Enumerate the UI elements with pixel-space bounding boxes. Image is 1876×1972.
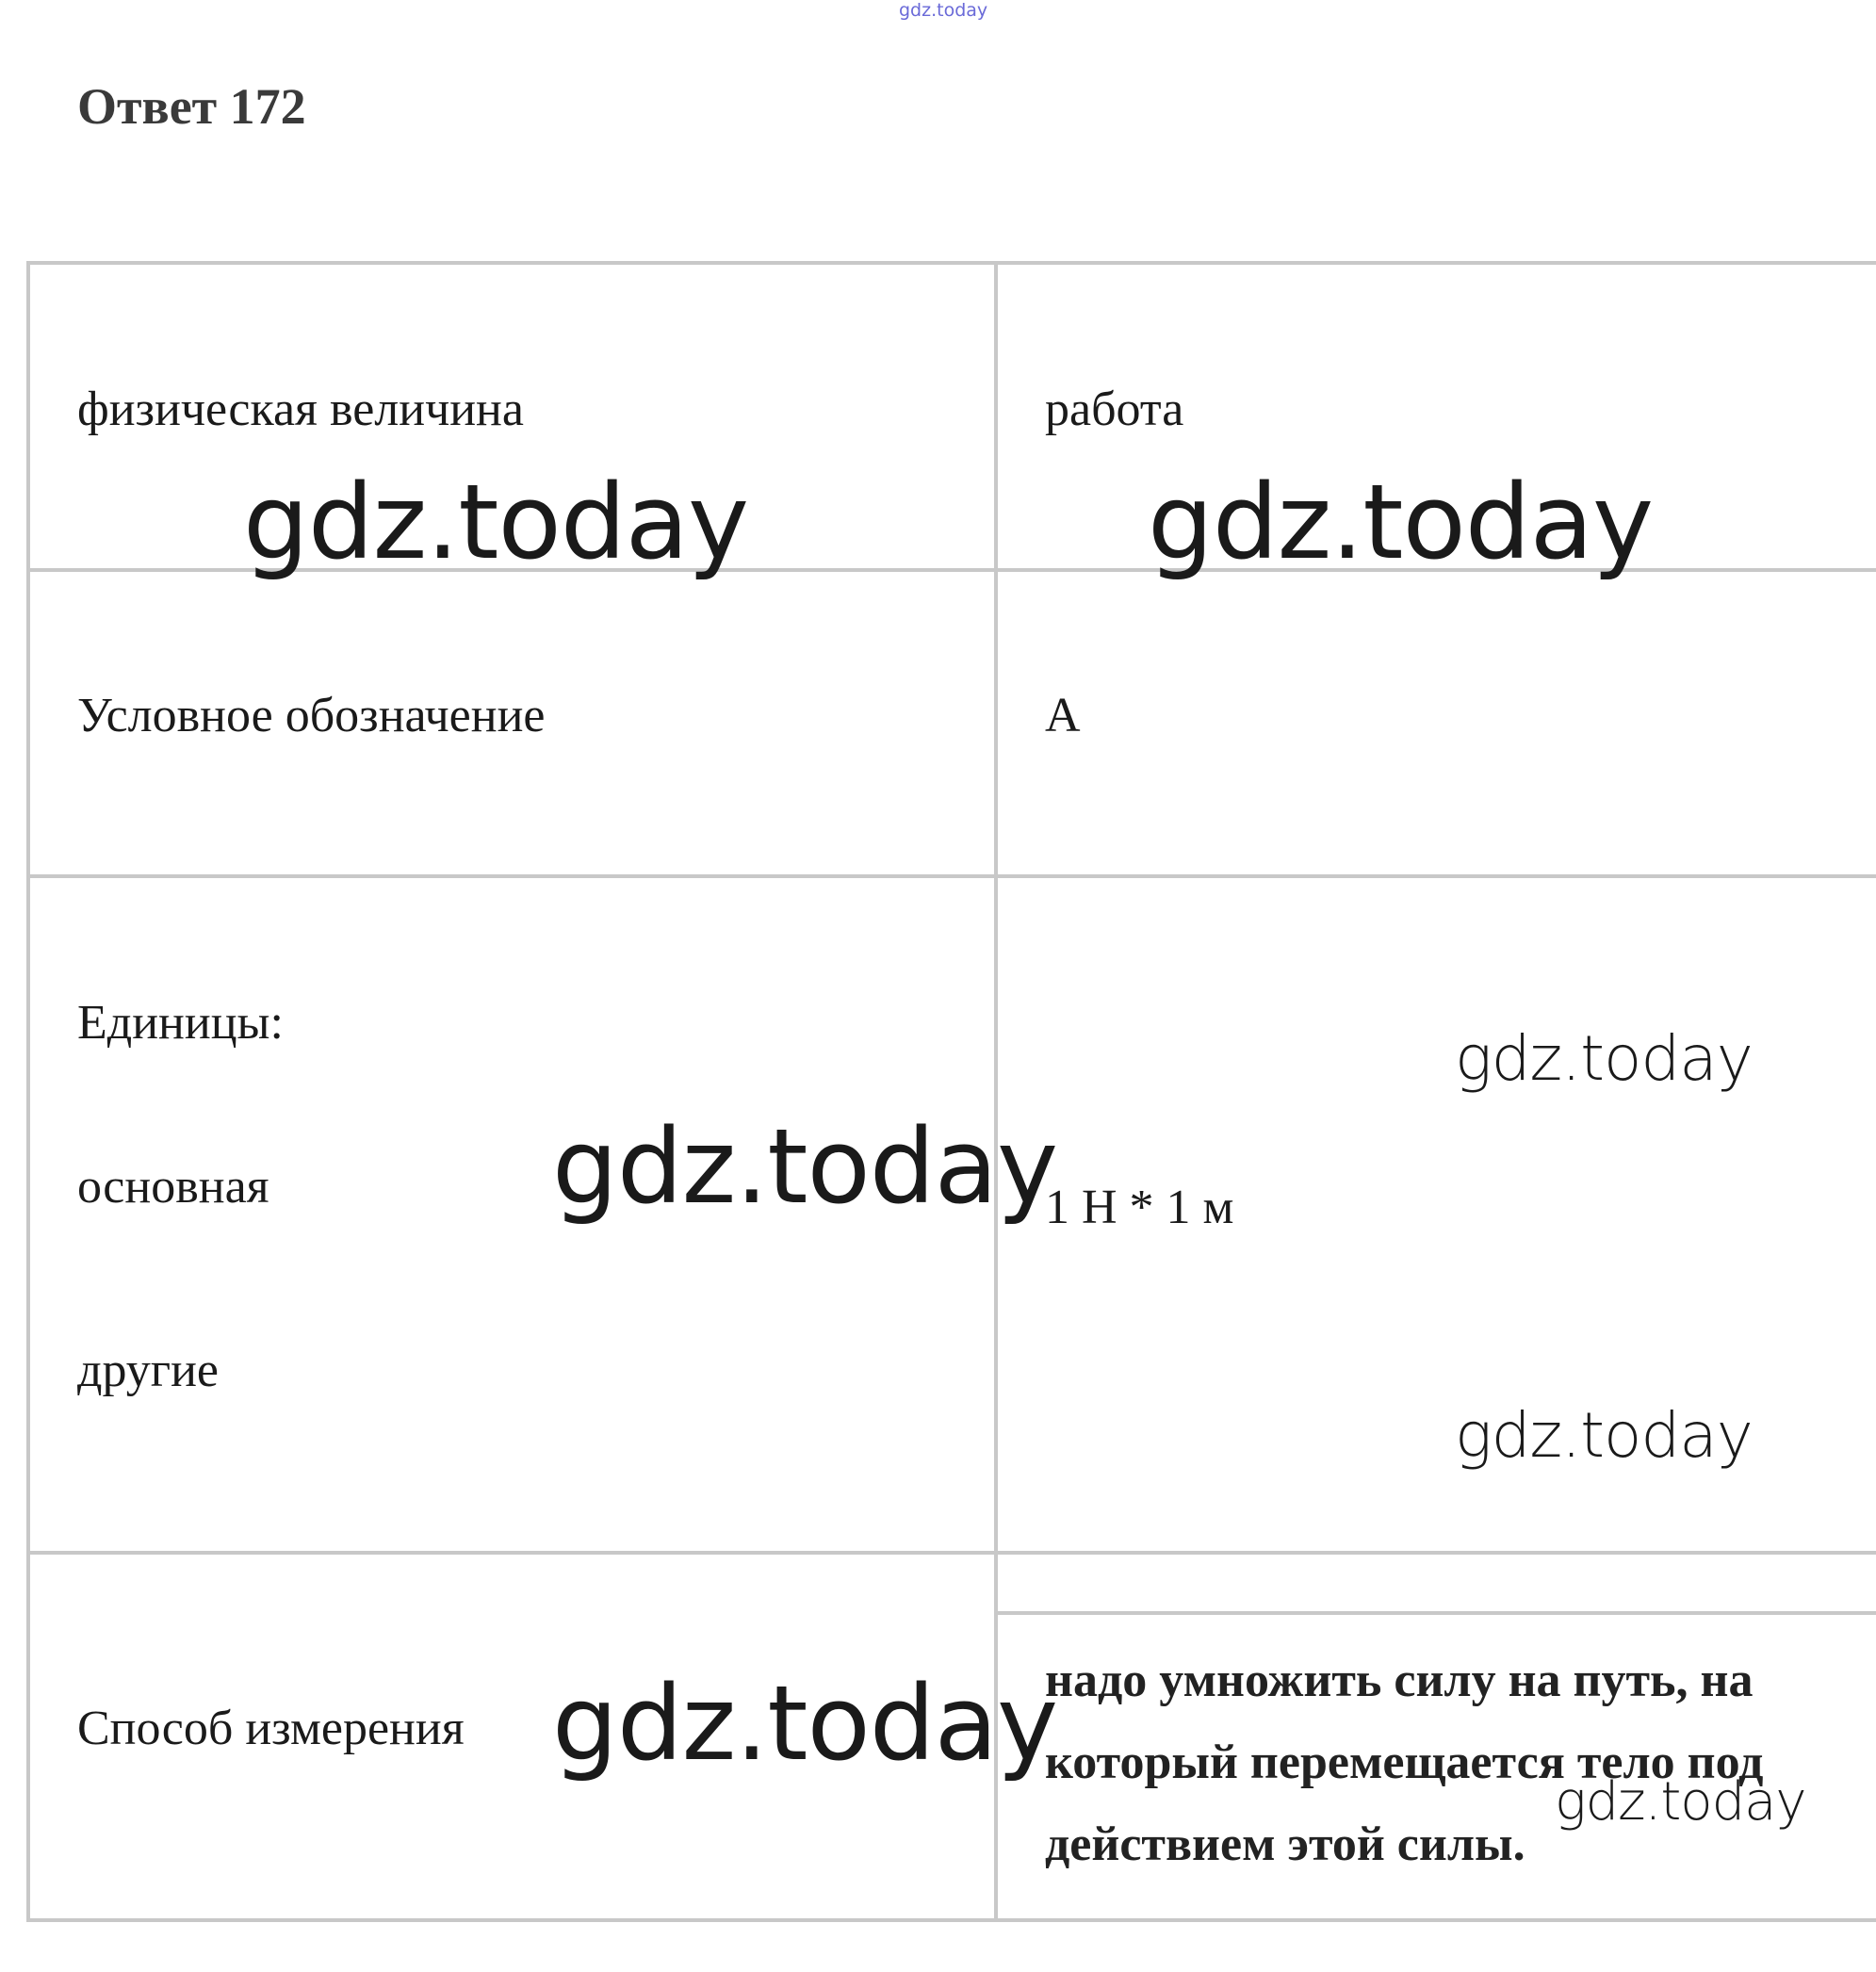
table-divider-3b	[995, 1611, 1876, 1615]
watermark-text: gdz.today	[1455, 1022, 1753, 1095]
table-border-bottom	[26, 1918, 1876, 1922]
table-divider-2	[26, 874, 1876, 878]
watermark-text: gdz.today	[1455, 1399, 1753, 1472]
row-label-symbol: Условное обозначение	[77, 689, 546, 742]
row-value-symbol: A	[1045, 689, 1081, 742]
table-border-left	[26, 261, 30, 1922]
watermark-text: gdz.today	[552, 1106, 1058, 1227]
table-border-top	[26, 261, 1876, 265]
watermark-text: gdz.today	[243, 462, 749, 582]
row-value-method: надо умножить силу на путь, на который перемещается тело под действием этой силы.	[1045, 1654, 1764, 1871]
row-label-quantity: физическая величина	[77, 383, 524, 436]
row-label-units: Единицы:	[77, 996, 284, 1050]
table-divider-3	[26, 1551, 1876, 1555]
top-watermark: gdz.today	[899, 0, 988, 21]
row-label-units-main: основная	[77, 1160, 269, 1214]
watermark-text: gdz.today	[1148, 462, 1654, 582]
watermark-text: gdz.today	[552, 1663, 1058, 1784]
row-value-units: 1 Н * 1 м	[1045, 1181, 1234, 1234]
page-title: Ответ 172	[77, 78, 306, 135]
watermark-text: gdz.today	[1555, 1771, 1806, 1833]
row-label-units-other: другие	[77, 1344, 220, 1397]
row-value-quantity: работа	[1045, 383, 1184, 436]
row-label-method: Способ измерения	[77, 1702, 465, 1755]
